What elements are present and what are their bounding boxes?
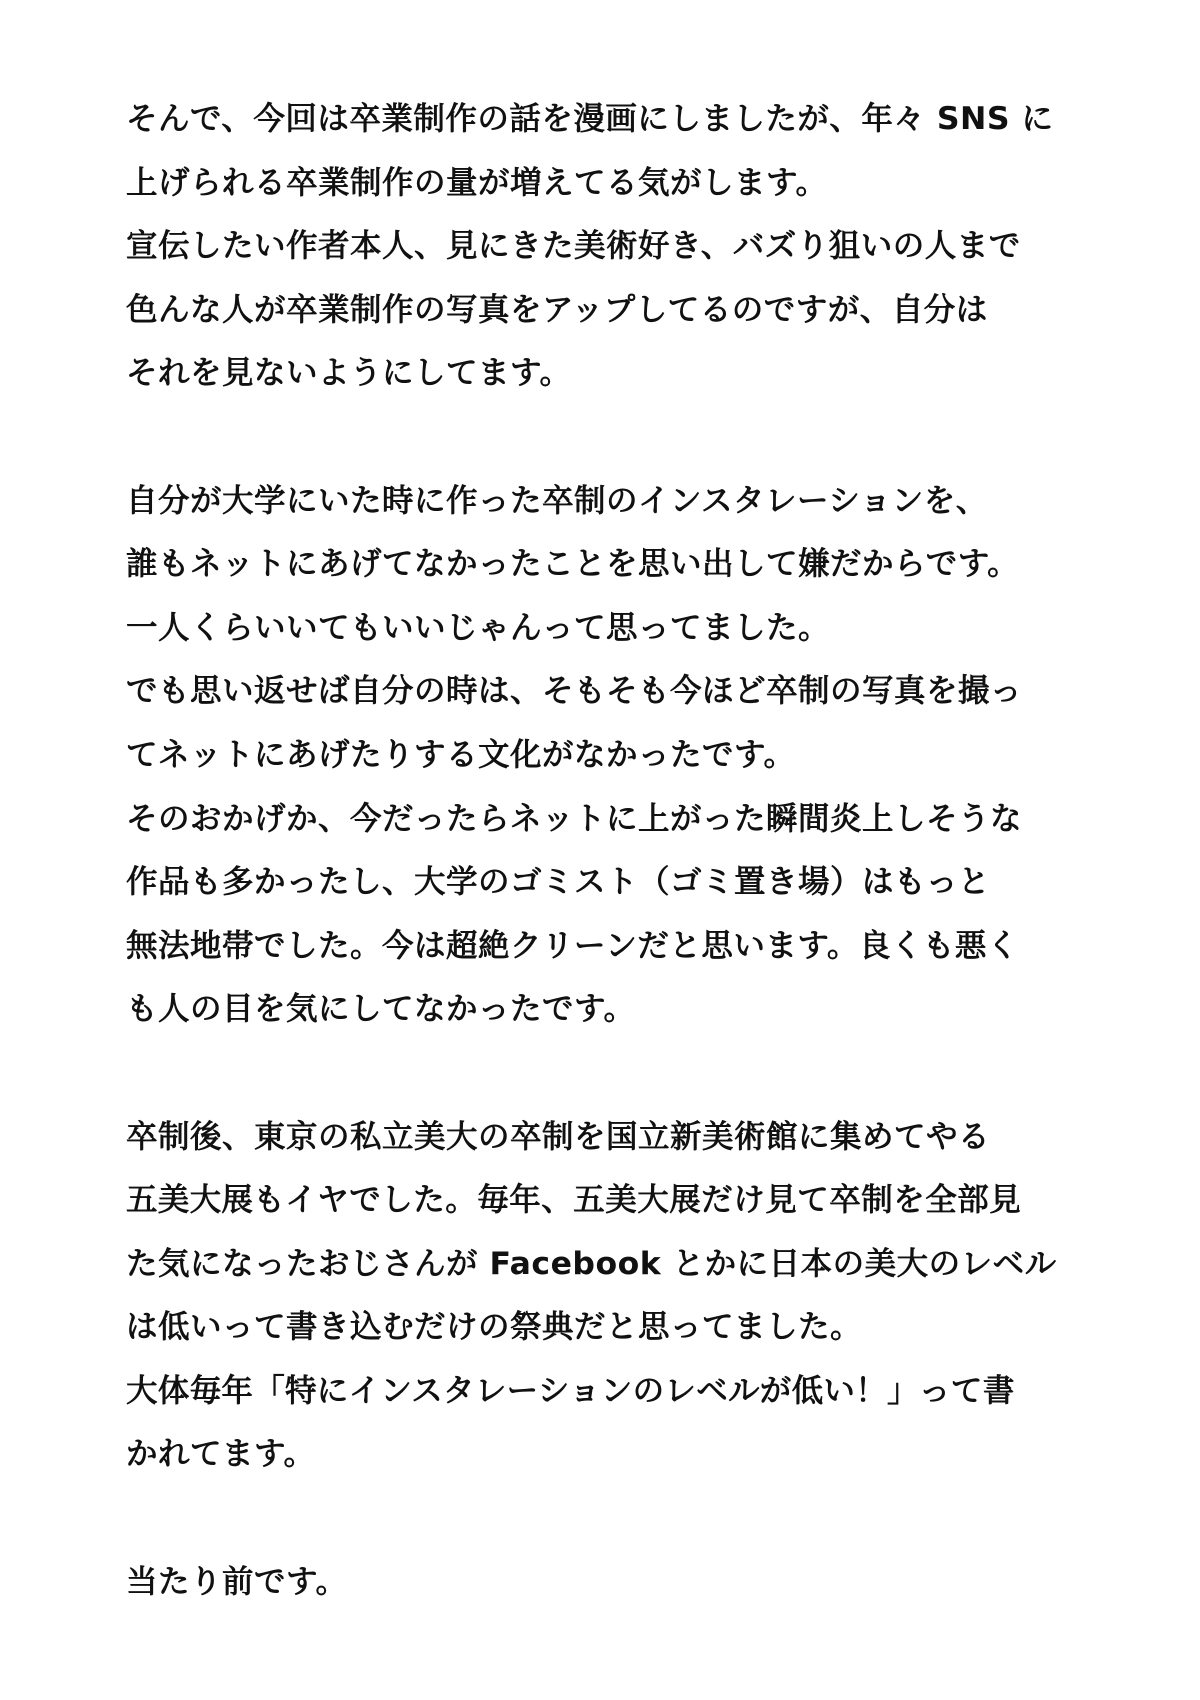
text-fragment: もイヤでした。毎年、五美大展だけ見て卒制を全部見 [253,1182,1022,1219]
paragraph-gap [126,1487,1116,1551]
text-line [126,1169,1116,1233]
text-line: かれてます。 [126,1436,316,1473]
text-line: も人の目を気にしてなかったです。 [126,991,636,1028]
text-line: そんで、今回は卒業制作の話を漫画にしましたが、年々 SNS に [126,101,1054,137]
quote-bold: 「特にインスタレーションのレベルが低い！」 [253,1372,919,1409]
text-line: 卒制後、東京の私立美大の卒制を国立新美術館に集めてやる [126,1118,991,1155]
text-line: は低いって書き込むだけの祭典だと思ってました。 [126,1309,863,1346]
text-line: でも思い返せば自分の時は、そもそも今ほど卒制の写真を撮っ [126,673,1023,710]
text-line: 色んな人が卒業制作の写真をアップしてるのですが、自分は [126,291,988,328]
text-line: 一人くらいいてもいいじゃんって思ってました。 [126,609,831,646]
text-line: そのおかげか、今だったらネットに上がった瞬間炎上しそうな [126,800,1023,837]
essay-text [126,88,1116,1614]
text-line: 無法地帯でした。今は超絶クリーンだと思います。良くも悪く [126,927,1019,964]
text-line: 上げられる卒業制作の量が増えてる気がします。 [126,164,828,201]
text-fragment-bold: 大体毎年 [126,1372,254,1409]
text-line: 作品も多かったし、大学のゴミスト（ゴミ置き場）はもっと [126,864,991,901]
text-line: てネットにあげたりする文化がなかったです。 [126,736,796,773]
text-line [126,1360,1116,1424]
event-name-bold: 五美大展 [126,1182,254,1219]
closing-line: 当たり前です。 [126,1563,348,1600]
text-line: 誰もネットにあげてなかったことを思い出して嫌だからです。 [126,546,1020,583]
text-line: 宣伝したい作者本人、見にきた美術好き、バズり狙いの人まで [126,228,1021,265]
text-line: た気になったおじさんが Facebook とかに日本の美大のレベル [126,1245,1057,1282]
text-fragment: って書 [918,1372,1015,1409]
paragraph-gap [126,1042,1116,1106]
paragraph-gap [126,406,1116,470]
text-line: それを見ないようにしてます。 [126,355,572,392]
text-line: 自分が大学にいた時に作った卒制のインスタレーションを、 [126,482,988,519]
